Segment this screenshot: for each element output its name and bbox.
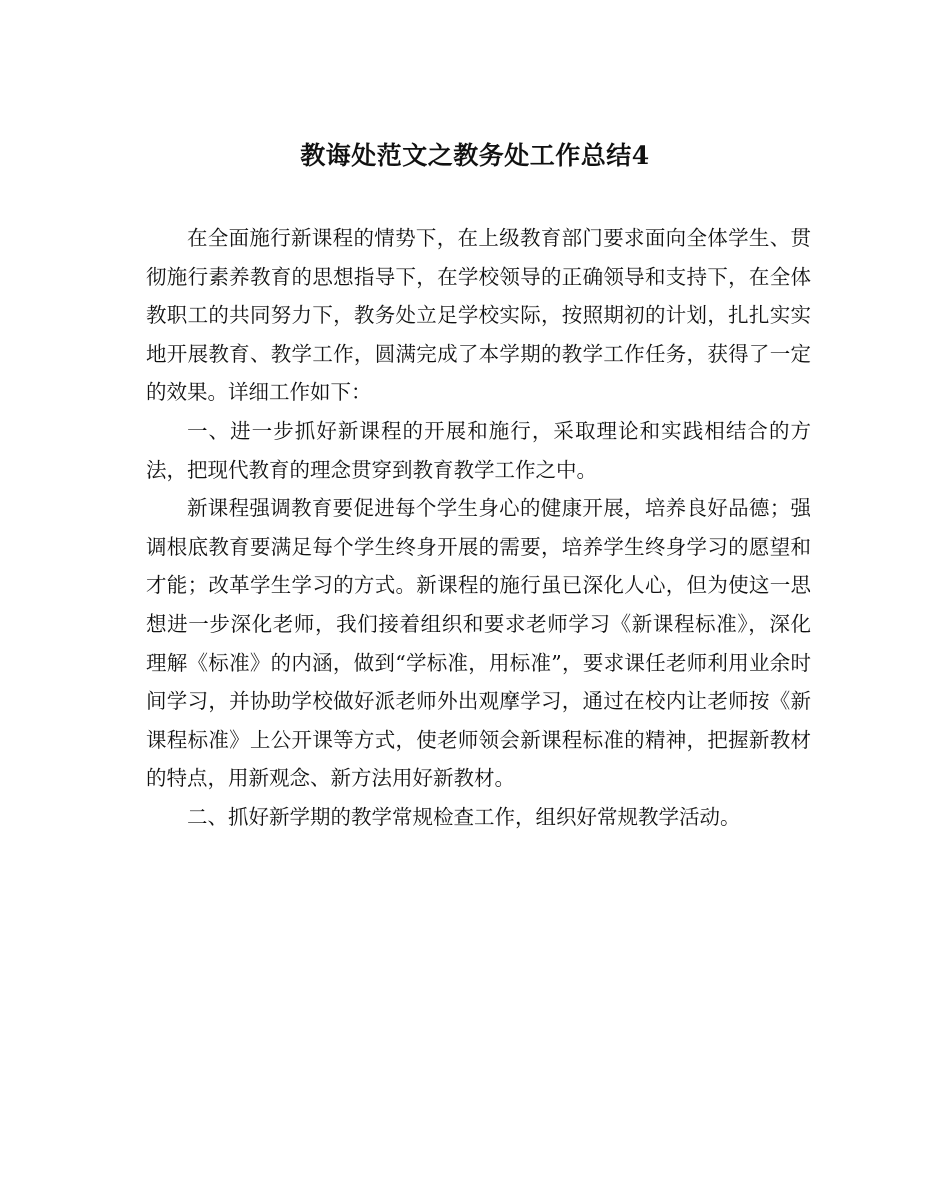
paragraph-intro: 在全面施行新课程的情势下，在上级教育部门要求面向全体学生、贯彻施行素养教育的思想指导下，在学校领导的正确领导和支持下，在全体教职工的共同努力下，教务处立足学校实际，按照期初的计划，扎扎实实地开展教育、教学工作，圆满完成了本学期的教学工作任务，获得了一定的效果。详细工作如下： bbox=[146, 226, 811, 405]
document-title: 教诲处范文之教务处工作总结4 bbox=[300, 141, 650, 170]
paragraph-section-one: 一、进一步抓好新课程的开展和施行，采取理论和实践相结合的方法，把现代教育的理念贯穿到教育教学工作之中。 bbox=[146, 418, 811, 482]
paragraph-section-two: 二、抓好新学期的教学常规检查工作，组织好常规教学活动。 bbox=[187, 804, 741, 829]
paragraph-new-curriculum: 新课程强调教育要促进每个学生身心的健康开展，培养良好品德；强调根底教育要满足每个学生终身开展的需要，培养学生终身学习的愿望和才能；改革学生学习的方式。新课程的施行虽已深化人心，但为使这一思想进一步深化老师，我们接着组织和要求老师学习《新课程标准》，深化理解《标准》的内涵，做到“学标准，用标准”，要求课任老师利用业余时间学习，并协助学校做好派老师外出观摩学习，通过在校内让老师按《新课程标准》上公开课等方式，使老师领会新课程标准的精神，把握新教材的特点，用新观念、新方法用好新教材。 bbox=[146, 496, 811, 791]
document-body bbox=[146, 219, 811, 837]
